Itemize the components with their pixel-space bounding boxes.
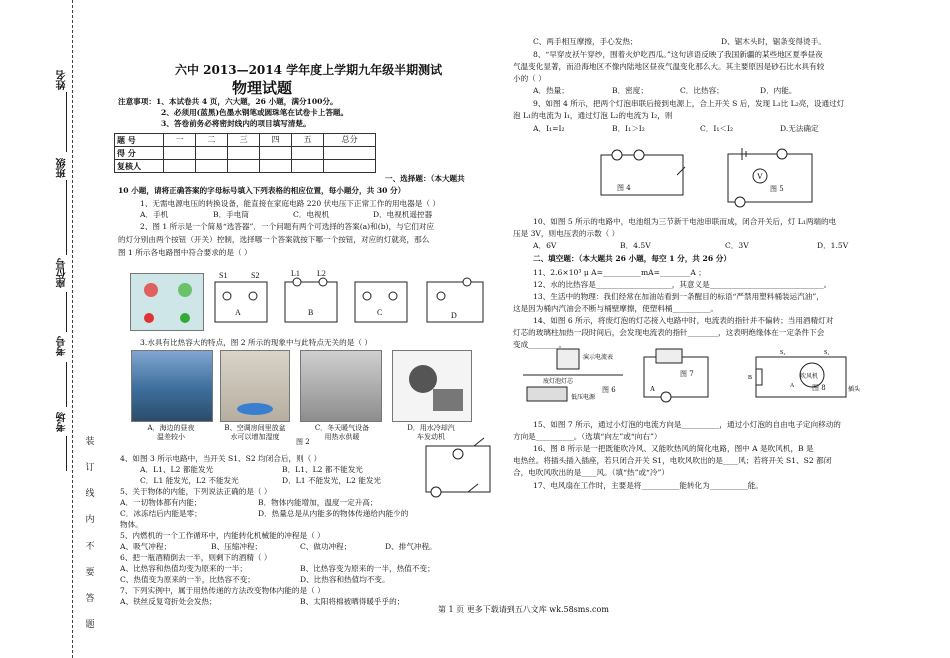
- caption-c: [300, 424, 384, 443]
- score-header-row: [115, 134, 376, 147]
- score-header: 三: [228, 134, 260, 147]
- circuit-letter: B: [308, 308, 314, 317]
- f17-text: 17、电风扇在工作时，主要是将__________能转化为__________能。: [533, 481, 763, 490]
- lamp-label: L2: [317, 269, 326, 278]
- circuit-letter: C: [377, 308, 383, 317]
- fig7-circuit: [636, 345, 716, 405]
- fig8-b-label: B: [748, 375, 753, 381]
- q9-text-1: 8、“早穿皮袄午穿纱，围着火炉吃西瓜。”这句谚语反映了我国新疆的某些地区夏季昼夜: [533, 50, 823, 59]
- score-cell[interactable]: [292, 160, 324, 173]
- caption-c-text: C．冬天暖气设备 用热水供暖: [314, 424, 370, 442]
- fig8-plug-label: 插头: [848, 387, 861, 393]
- fig8-fan-label: 吹风机: [800, 374, 819, 380]
- f16-text-2: 电热丝。将插头插入插座，若只闭合开关 S1，电吹风吹出的是____风；若将开关 S1、S2 都闭: [513, 456, 832, 465]
- f13-text-2: 这是因为桶内汽油会不断与桶壁摩擦，使塑料桶__________。: [513, 304, 719, 313]
- fig6-filament-label: 废灯泡灯芯: [543, 379, 574, 385]
- f15-text-2: 方向是__________。（选填“向左”或“向右”）: [513, 432, 662, 441]
- switch-label: S2: [251, 271, 260, 280]
- radiator-photo: [300, 350, 382, 422]
- q11-text-2: 压是 3V，则电压表的示数（ ）: [513, 229, 620, 238]
- q6-opt-d: D、排气冲程。: [385, 542, 437, 551]
- q3-text: 3.水具有比热容大的特点，图 2 所示的现象中与此特点无关的是（ ）: [140, 338, 372, 347]
- f16-text-1: 16、图 8 所示是一把既能吹冷风、又能吹热风的简化电路，图中 A 是吹风机，B 是: [533, 444, 814, 453]
- fig8-circuit: [740, 345, 870, 407]
- q9-opt-c: C．比热容；: [680, 86, 724, 95]
- fig4-circuit: [595, 145, 690, 205]
- score-cell[interactable]: [324, 160, 376, 173]
- score-cell[interactable]: [228, 160, 260, 173]
- q9-opt-d: D．内能。: [760, 86, 797, 95]
- score-cell[interactable]: [164, 147, 196, 160]
- f12-text: 12、水的比热容是____________________，其意义是______________________________。: [533, 280, 832, 289]
- svg-text:V: V: [757, 172, 763, 181]
- binding-notice: [84, 432, 96, 635]
- fig6-ammeter-label: 演示电流表: [583, 355, 614, 361]
- section1-title: 一、选择题：（本大题共: [385, 174, 465, 183]
- q9-opt-a: A．热量；: [533, 86, 569, 95]
- caption-b: [213, 424, 297, 443]
- fig8-s2-label: S₂: [780, 350, 786, 356]
- q6-opt-a: A、吸气冲程；: [120, 542, 172, 551]
- caption-b-text: B、空调房间里放盆 水可以增加湿度: [224, 424, 286, 442]
- q6-opt-b: B、压缩冲程；: [211, 542, 263, 551]
- f14-text-2: 灯芯的玻璃柱加热一段时间后，会发现电流表的指针________，这表明绝缘体在一定条件下会: [513, 328, 825, 337]
- q7-opt-b: B、比热容变为原来的一半，热值不变；: [300, 564, 435, 573]
- q4-opt-d: D．L1 不能发光，L2 能发光: [282, 476, 382, 485]
- class-underline: [66, 180, 67, 255]
- aircon-room-photo: [220, 350, 290, 422]
- exam-subtitle: 物理试题: [232, 79, 293, 97]
- score-cell[interactable]: [260, 160, 292, 173]
- q10-opt-c: C．I₁＜I₂: [700, 124, 734, 133]
- binding-char: 不: [85, 541, 95, 552]
- fig8-label: 图 8: [812, 384, 826, 392]
- f14-text-3: 变成________。: [513, 340, 567, 349]
- fig6-source-label: 低压电源: [571, 395, 596, 401]
- class-label: 班级: [57, 158, 68, 178]
- exam-no-underline: [66, 362, 67, 407]
- reviewer-row-label: 复核人: [115, 160, 164, 173]
- seaside-photo: [131, 350, 213, 422]
- q10-opt-b: B．I₁＞I₂: [612, 124, 645, 133]
- q9-text-2: 气温变化显著，而沿海地区不像内陆地区昼夜气温变化那么大。其主要原因是砂石比水具有较: [513, 62, 825, 71]
- q4-opt-b: B．L1、L2 都不能发光: [282, 465, 363, 474]
- q6-opt-c: C、做功冲程；: [300, 542, 352, 551]
- q10-text-1: 9、如图 4 所示，把两个灯泡串联后接到电源上，合上开关 S 后，发现 L₁比 L₂亮，设通过灯: [533, 99, 845, 108]
- binding-char: 装: [85, 437, 95, 447]
- room-underline: [66, 436, 67, 471]
- score-row-label: 得 分: [115, 147, 164, 160]
- q7-opt-a: A、比热容和热值均变为原来的一半；: [120, 564, 247, 573]
- score-cell[interactable]: [260, 147, 292, 160]
- q5-tail: 物体。: [120, 520, 143, 529]
- f16-text-3: 合，电吹风吹出的是____风。（填“热”或“冷”）: [513, 468, 670, 477]
- reviewer-row: [115, 160, 376, 173]
- fig2-label: 图 2: [296, 438, 310, 446]
- fig3-circuit: [418, 432, 500, 504]
- circuit-letter: D: [451, 311, 457, 320]
- q1-text: 1、无需电源电压的转换设备，能直接在家庭电路 220 伏电压下正常工作的用电器是（ ）: [140, 199, 440, 208]
- score-header: 一: [164, 134, 196, 147]
- binding-char: 线: [85, 489, 95, 500]
- circuit-letter: A: [235, 308, 241, 317]
- page-footer: 第 1 页 更多下载请到五八文库 wk.58sms.com: [438, 605, 609, 614]
- section1-title-2: 10 小题，请将正确答案的字母标号填入下列表格的相应位置，每小题分，共 30 分）: [118, 186, 406, 195]
- car-engine-icon: [393, 351, 471, 421]
- q9-opt-b: B．密度；: [612, 86, 648, 95]
- score-header: 五: [292, 134, 324, 147]
- f11-text: 11、2.6×10³ μ A=__________mA=________A ；: [533, 268, 706, 277]
- q10-opt-d: D.无法确定: [780, 124, 819, 133]
- q4-opt-a: A．L1、L2 都能发光: [140, 465, 214, 474]
- binding-char: 内: [85, 515, 95, 526]
- binding-char: 题: [85, 619, 95, 630]
- q7-text: 6、把一瓶酒精倒去一半，则剩下的酒精（ ）: [120, 553, 272, 562]
- q6-text: 5、内燃机的一个工作循环中，内能转化机械能的冲程是（ ）: [120, 531, 325, 540]
- q8-opt-c: C、两手相互摩擦，手心发热；: [533, 37, 638, 46]
- f15-text-1: 15、如图 7 所示，通过小灯泡的电流方向是__________，通过小灯泡的自由电子定向移动的: [533, 420, 841, 429]
- f14-text-1: 14、如图 6 所示，将废灯泡的灯芯接入电路中时，电流表的指针并不偏转；当用酒精灯对: [533, 316, 834, 325]
- q8-text: 7、下列实例中，属于用热传递的方法改变物体内能的是（ ）: [120, 586, 325, 595]
- q9-text-3: 小的（ ）: [513, 74, 546, 83]
- q5-opt-b: B．物体内能增加，温度一定升高；: [258, 498, 378, 507]
- fig1-circuits: [205, 268, 495, 330]
- score-cell[interactable]: [292, 147, 324, 160]
- q10-opt-a: A．I₁=I₂: [533, 124, 565, 133]
- fig8-s1-label: S₁: [824, 350, 830, 356]
- q1-opt-d: D．电视机遥控器: [373, 210, 433, 219]
- q11-opt-a: A．6V: [533, 241, 557, 250]
- seat-label: 座位号: [57, 258, 68, 288]
- q1-opt-b: B．手电筒: [213, 210, 249, 219]
- q8-opt-a: A、铁丝反复弯折处会发热；: [120, 597, 217, 606]
- fig6-apparatus: [513, 345, 630, 405]
- q2-text-1: 2、图 1 所示是一个简易“选答器”．一个问题有两个可选择的答案(a)和(b)，与它们对应: [140, 222, 435, 231]
- q7-opt-d: D、比热容和热值均不变。: [300, 575, 390, 584]
- caption-a: [131, 424, 211, 443]
- binding-char: 要: [85, 567, 95, 578]
- selector-photo: [130, 273, 204, 331]
- score-cell[interactable]: [196, 147, 228, 160]
- q2-text-3: 图 1 所示各电路图中符合要求的是（ ）: [118, 248, 252, 257]
- switch-label: S1: [219, 271, 228, 280]
- q5-opt-a: A．一切物体都有内能；: [120, 498, 202, 507]
- room-label: 考场: [57, 412, 68, 432]
- q1-opt-c: C．电视机: [293, 210, 330, 219]
- q11-opt-b: B．4.5V: [620, 241, 651, 250]
- score-cell[interactable]: [164, 160, 196, 173]
- score-cell[interactable]: [324, 147, 376, 160]
- section2-title: 二、填空题：（本大题共 26 小题，每空 1 分，共 26 分）: [533, 254, 731, 263]
- f13-text-1: 13、生活中的物理：我们经常在加油站看到一条醒目的标语“严禁用塑料桶装运汽油”，: [533, 292, 824, 301]
- svg-text:A: A: [650, 385, 656, 393]
- fig4-label: 图 4: [617, 184, 631, 192]
- score-row: [115, 147, 376, 160]
- lamp-label: L1: [291, 269, 300, 278]
- q7-opt-c: C、热值变为原来的一半，比热容不变；: [120, 575, 255, 584]
- score-header: 四: [260, 134, 292, 147]
- caption-a-text: A．海边的昼夜 温差较小: [147, 424, 195, 442]
- score-cell[interactable]: [228, 147, 260, 160]
- score-cell[interactable]: [196, 160, 228, 173]
- exam-title: 六中 2013—2014 学年度上学期九年级半期测试: [175, 63, 443, 77]
- name-label: 姓名: [57, 70, 68, 90]
- q11-text-1: 10、如图 5 所示的电路中，电池组为三节新干电池串联而成，闭合开关后，灯 L₁两端的电: [533, 217, 837, 226]
- q4-text: 4、如图 3 所示电路中，当开关 S1、S2 均闭合后，则（ ）: [120, 454, 322, 463]
- binding-char: 订: [85, 463, 95, 474]
- fig5-label: 图 5: [770, 185, 784, 193]
- q5-opt-d: D．热量总是从内能多的物体传递给内能少的: [258, 509, 409, 518]
- binding-line: [72, 0, 73, 658]
- caption-d-text: D．用水冷却汽 车发动机: [407, 424, 455, 442]
- score-header: 总分: [324, 134, 376, 147]
- name-underline: [66, 92, 67, 152]
- fig8-a-label: A: [790, 383, 795, 389]
- engine-cartoon: [392, 350, 472, 422]
- water-basin-icon: [221, 351, 289, 421]
- q4-opt-c: C．L1 能发光，L2 不能发光: [140, 476, 239, 485]
- binding-char: 答: [85, 593, 95, 604]
- q11-opt-c: C．3V: [725, 241, 749, 250]
- seat-underline: [66, 292, 67, 332]
- q8-opt-d: D、锯木头时，锯条变得烫手。: [721, 37, 826, 46]
- q10-text-2: 泡 L₁的电流为 I₁，通过灯泡 L₂的电流为 I₂，则: [513, 111, 673, 120]
- q2-text-2: 的灯分别由两个按钮（开关）控制，选择哪一个答案就按下哪一个按钮，对应的灯就亮，那么: [118, 235, 430, 244]
- q5-text: 5、关于物体的内能，下列说法正确的是（ ）: [120, 487, 272, 496]
- note-3: 3、答卷前务必将密封线内的项目填写清楚。: [161, 119, 311, 128]
- fig7-label: 图 7: [680, 370, 694, 378]
- selector-lights-icon: [131, 274, 203, 330]
- note-2: 2、必须用(蓝黑)色墨水钢笔或圆珠笔在试卷卡上答题。: [161, 108, 349, 117]
- q11-opt-d: D．1.5V: [817, 241, 849, 250]
- exam-no-label: 考号: [57, 336, 68, 356]
- q5-opt-c: C．冰冻结后内能是零；: [120, 509, 202, 518]
- q8-opt-b: B、太阳将棉被晒得暖乎乎的；: [300, 597, 405, 606]
- score-header: 题 号: [115, 134, 164, 147]
- score-header: 二: [196, 134, 228, 147]
- fig5-circuit: [720, 140, 820, 210]
- q1-opt-a: A．手机: [140, 210, 169, 219]
- score-table: [114, 133, 376, 173]
- circuit-a-wire: [215, 282, 267, 322]
- fig6-label: 图 6: [602, 386, 616, 394]
- note-1: 注意事项：1、本试卷共 4 页，六大题，26 小题，满分100分。: [118, 97, 338, 106]
